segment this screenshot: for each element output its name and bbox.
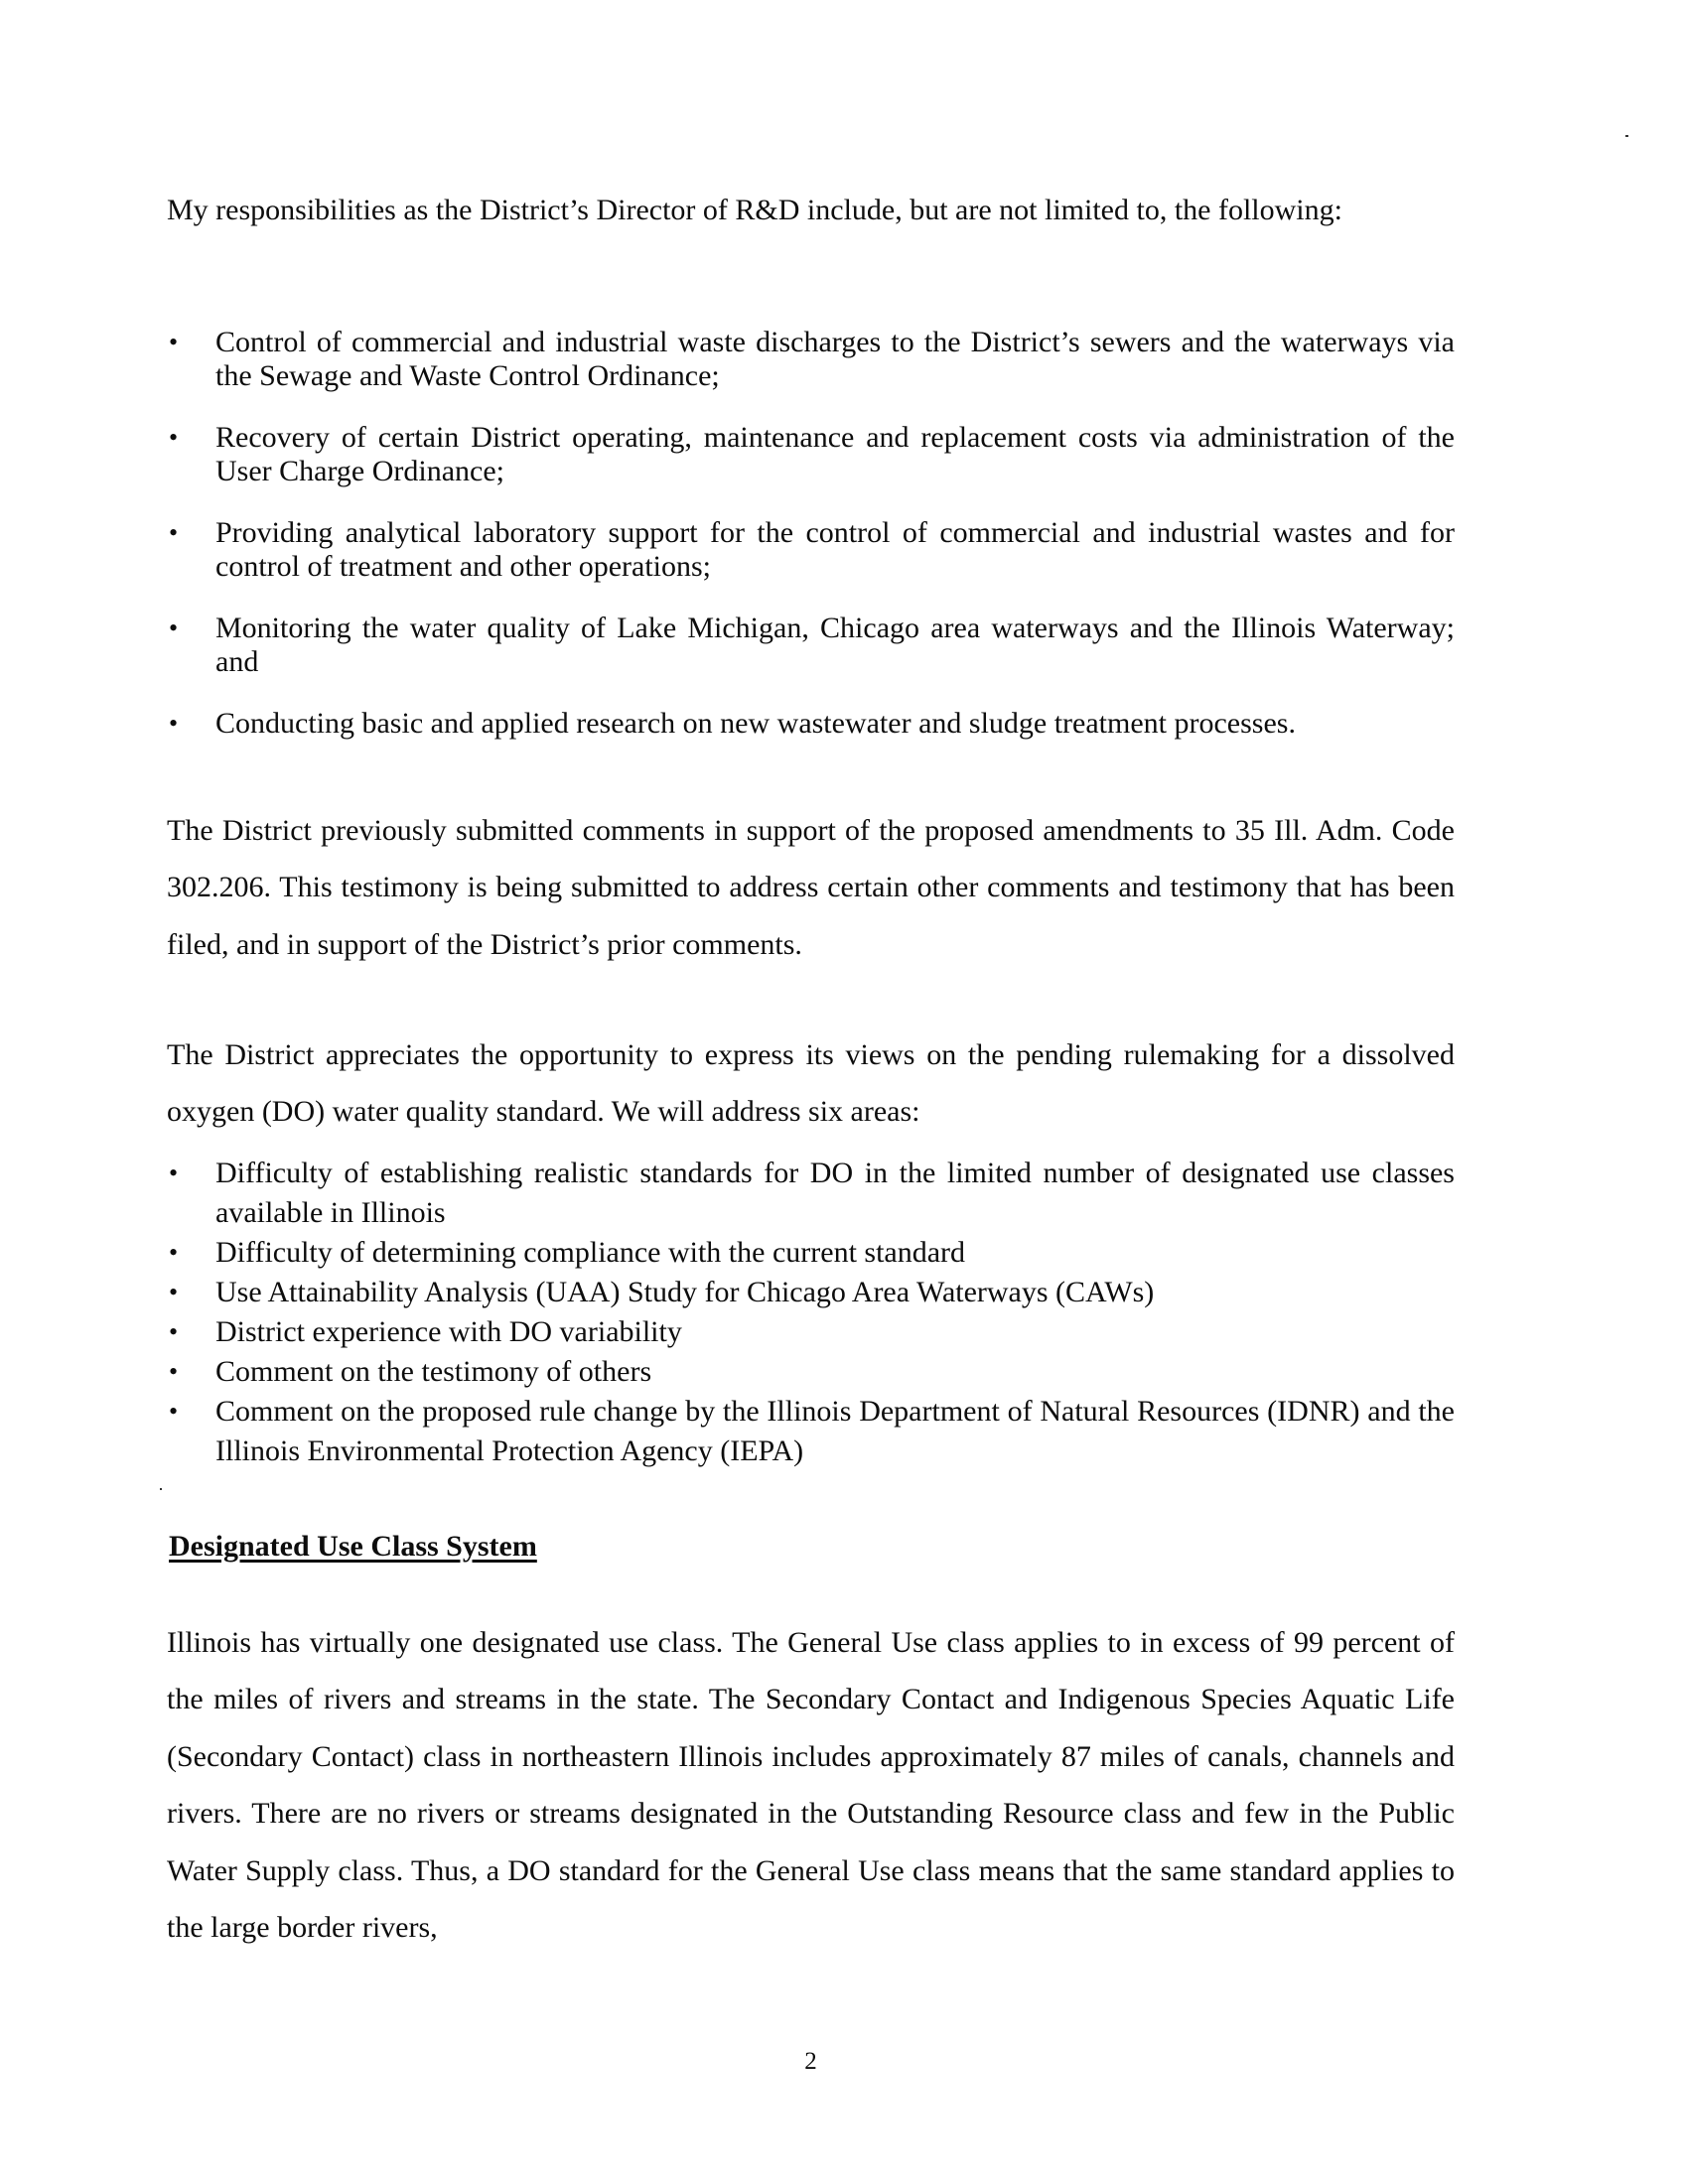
scan-speck — [160, 1488, 162, 1490]
responsibilities-list — [167, 326, 1455, 768]
list-item — [167, 516, 1455, 584]
bullet-icon: • — [169, 423, 179, 452]
list-item — [167, 1273, 1455, 1312]
bullet-icon: • — [169, 328, 179, 356]
bullet-icon: • — [169, 518, 179, 547]
section-paragraph: Illinois has virtually one designated use class. The General Use class applies to in excess of 99 percent of the miles of rivers and streams in the state. The Secondary Contact and Indigenous Species Aquatic Life (Secondary Contact) class in northeastern Illinois includes approximately 87 miles of canals, channels and rivers. There are no rivers or streams designated in the Outstanding Resource class and few in the Public Water Supply class. Thus, a DO standard for the General Use class means that the same standard applies to the large border rivers, — [167, 1626, 1455, 1945]
bullet-icon: • — [169, 1397, 179, 1426]
list-item-text: District experience with DO variability — [215, 1315, 682, 1348]
list-item — [167, 1233, 1455, 1273]
list-item-text: Providing analytical laboratory support for the control of commercial and industrial wastes and for control of treatment and other operations; — [215, 516, 1455, 583]
bullet-icon: • — [169, 1357, 179, 1386]
prior-comments-paragraph: The District previously submitted comments in support of the proposed amendments to 35 Ill. Adm. Code 302.206. This testimony is being submitted to address certain other comments and testimony that has been filed, and in support of the District’s prior comments. — [167, 814, 1455, 961]
list-item-text: Comment on the testimony of others — [215, 1355, 652, 1388]
bullet-icon: • — [169, 1159, 179, 1187]
intro-paragraph: My responsibilities as the District’s Director of R&D include, but are not limited to, the following: — [167, 194, 1342, 226]
areas-intro-paragraph: The District appreciates the opportunity to express its views on the pending rulemaking for a dissolved oxygen (DO) water quality standard. We will address six areas: — [167, 1038, 1455, 1129]
list-item — [167, 1312, 1455, 1352]
list-item-text: Comment on the proposed rule change by the Illinois Department of Natural Resources (IDNR) and the Illinois Environmental Protection Agency (IEPA) — [215, 1395, 1455, 1467]
list-item — [167, 1392, 1455, 1471]
list-item-text: Use Attainability Analysis (UAA) Study for Chicago Area Waterways (CAWs) — [215, 1276, 1155, 1308]
bullet-icon: • — [169, 1238, 179, 1267]
list-item-text: Difficulty of determining compliance with the current standard — [215, 1236, 966, 1269]
bullet-icon: • — [169, 709, 179, 738]
bullet-icon: • — [169, 1278, 179, 1306]
list-item — [167, 1352, 1455, 1392]
bullet-icon: • — [169, 614, 179, 642]
list-item — [167, 707, 1455, 741]
page-number: 2 — [804, 2048, 817, 2075]
list-item-text: Control of commercial and industrial waste discharges to the District’s sewers and the waterways via the Sewage and Waste Control Ordinance; — [215, 326, 1455, 392]
list-item-text: Difficulty of establishing realistic standards for DO in the limited number of designated use classes available in Illinois — [215, 1157, 1455, 1229]
list-item — [167, 326, 1455, 393]
list-item-text: Monitoring the water quality of Lake Michigan, Chicago area waterways and the Illinois Waterway; and — [215, 612, 1455, 678]
list-item — [167, 421, 1455, 488]
list-item — [167, 612, 1455, 679]
section-heading: Designated Use Class System — [169, 1530, 537, 1563]
areas-list — [167, 1154, 1455, 1471]
list-item — [167, 1154, 1455, 1233]
scan-speck — [1625, 135, 1628, 137]
bullet-icon: • — [169, 1317, 179, 1346]
list-item-text: Recovery of certain District operating, maintenance and replacement costs via administration of the User Charge Ordinance; — [215, 421, 1455, 487]
list-item-text: Conducting basic and applied research on new wastewater and sludge treatment processes. — [215, 707, 1296, 740]
